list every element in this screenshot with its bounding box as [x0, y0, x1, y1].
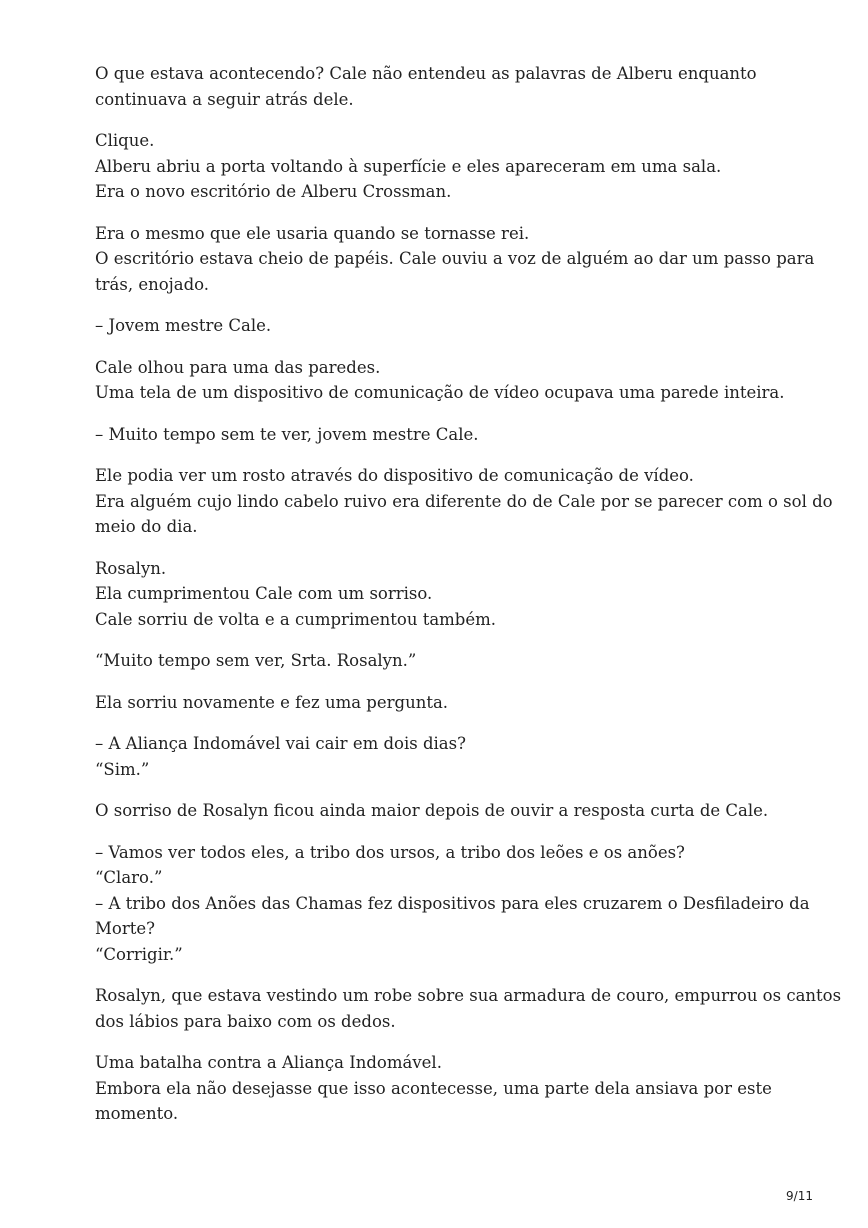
paragraph: [95, 983, 842, 1034]
text-line: “Claro.”: [95, 868, 163, 887]
text-line: – Jovem mestre Cale.: [95, 316, 272, 335]
paragraph: [95, 221, 815, 298]
text-line: Clique.: [95, 131, 155, 150]
paragraph: [95, 798, 795, 824]
text-line: trás, enojado.: [95, 274, 210, 294]
paragraph: [95, 840, 810, 968]
document-body: [95, 61, 842, 1143]
text-line: momento.: [95, 1104, 179, 1123]
text-line: meio do dia.: [95, 517, 198, 536]
text-line: dos lábios para baixo com os dedos.: [95, 1011, 396, 1031]
text-line: Era o novo escritório de Alberu Crossman.: [95, 182, 452, 201]
text-line: Era o mesmo que ele usaria quando se tornasse rei.: [95, 223, 530, 243]
text-line: Ele podia ver um rosto através do dispositivo de comunicação de vídeo.: [95, 466, 694, 485]
text-line: Cale olhou para uma das paredes.: [95, 357, 381, 377]
text-line: “Muito tempo sem ver, Srta. Rosalyn.”: [95, 651, 417, 670]
paragraph: [95, 556, 795, 633]
text-line: “Corrigir.”: [95, 944, 183, 964]
text-line: O escritório estava cheio de papéis. Cale ouviu a voz de alguém ao dar um passo para: [95, 249, 815, 268]
paragraph: [95, 422, 795, 448]
paragraph: [95, 128, 795, 205]
text-line: continuava a seguir atrás dele.: [95, 89, 354, 109]
paragraph: [95, 463, 833, 540]
text-line: Uma batalha contra a Aliança Indomável.: [95, 1053, 442, 1072]
text-line: Rosalyn, que estava vestindo um robe sobre sua armadura de couro, empurrou os cantos: [95, 986, 842, 1005]
text-line: Rosalyn.: [95, 558, 167, 578]
text-line: “Sim.”: [95, 759, 150, 779]
text-line: – Muito tempo sem te ver, jovem mestre Cale.: [95, 424, 479, 444]
page-number: 9/11: [786, 1189, 813, 1203]
text-line: – A tribo dos Anões das Chamas fez dispositivos para eles cruzarem o Desfiladeiro da: [95, 893, 810, 913]
paragraph: [95, 731, 795, 782]
paragraph: [95, 313, 795, 339]
text-line: – Vamos ver todos eles, a tribo dos ursos, a tribo dos leões e os anões?: [95, 842, 685, 862]
text-line: O sorriso de Rosalyn ficou ainda maior depois de ouvir a resposta curta de Cale.: [95, 801, 769, 820]
paragraph: [95, 355, 795, 406]
paragraph: [95, 61, 795, 112]
text-line: Ela cumprimentou Cale com um sorriso.: [95, 584, 433, 603]
paragraph: [95, 690, 795, 716]
paragraph: [95, 1050, 795, 1127]
text-line: – A Aliança Indomável vai cair em dois dias?: [95, 734, 466, 753]
paragraph: [95, 648, 795, 674]
text-line: Uma tela de um dispositivo de comunicação de vídeo ocupava uma parede inteira.: [95, 383, 785, 402]
text-line: Alberu abriu a porta voltando à superfície e eles apareceram em uma sala.: [95, 156, 722, 176]
text-line: Morte?: [95, 919, 155, 938]
text-line: Cale sorriu de volta e a cumprimentou também.: [95, 609, 497, 629]
text-line: O que estava acontecendo? Cale não entendeu as palavras de Alberu enquanto: [95, 64, 757, 83]
text-line: Embora ela não desejasse que isso acontecesse, uma parte dela ansiava por este: [95, 1078, 772, 1098]
text-line: Era alguém cujo lindo cabelo ruivo era diferente do de Cale por se parecer com o sol do: [95, 491, 833, 511]
text-line: Ela sorriu novamente e fez uma pergunta.: [95, 692, 449, 712]
